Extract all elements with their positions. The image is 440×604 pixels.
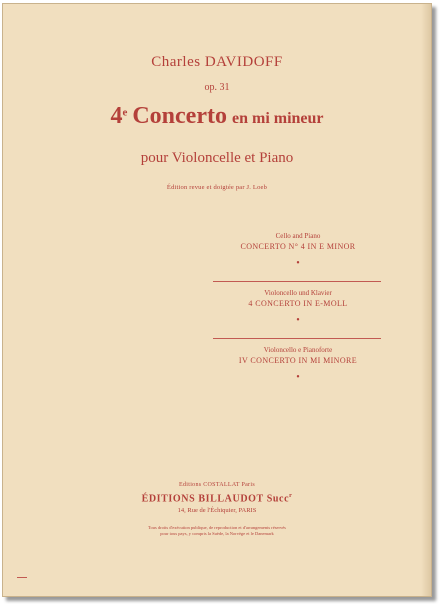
bullet-mark: • <box>296 315 300 326</box>
instrumentation: pour Violoncelle et Piano <box>140 150 294 166</box>
publisher-block <box>3 481 431 516</box>
bullet-mark: • <box>296 372 300 383</box>
title-line: CONCERTO N° 4 IN E MINOR <box>240 242 356 251</box>
composer-name: Charles DAVIDOFF <box>151 54 283 70</box>
bullet-mark: • <box>296 258 300 269</box>
publisher-former: Editions COSTALLAT Paris <box>179 482 255 488</box>
instrument-line: Cello and Piano <box>275 232 321 240</box>
concerto-number: 4 <box>110 103 123 129</box>
translation-english <box>203 231 393 271</box>
rights-notice <box>3 525 431 537</box>
edition-note: Édition revue et doigtée par J. Loeb <box>166 184 268 191</box>
translation-german <box>203 288 393 328</box>
publisher-suffix: Succ <box>266 493 290 505</box>
score-cover <box>2 3 432 597</box>
opus-number: op. 31 <box>204 82 230 93</box>
publisher-suffix-sup: r <box>289 493 293 499</box>
corner-mark <box>17 577 27 582</box>
instrument-line: Violoncello e Pianoforte <box>263 346 333 354</box>
title-line: IV CONCERTO IN MI MINORE <box>238 356 358 365</box>
rights-line-1: Tous droits d'exécution publique, de reproduction et d'arrangements réservés <box>148 525 286 530</box>
divider-rule <box>213 338 381 339</box>
work-title <box>3 103 431 130</box>
translation-italian <box>203 345 393 385</box>
instrument-line: Violoncello und Klavier <box>264 289 332 297</box>
publisher-name <box>3 490 431 505</box>
concerto-key: en mi mineur <box>231 110 324 127</box>
divider-rule <box>213 281 381 282</box>
rights-line-2: pour tous pays, y compris la Suède, la Norvège et le Danemark <box>160 531 274 536</box>
publisher-address: 14, Rue de l'Échiquier, PARIS <box>177 507 257 515</box>
publisher-name-text: ÉDITIONS BILLAUDOT <box>141 493 264 505</box>
ordinal-suffix: e <box>122 106 128 119</box>
concerto-word: Concerto <box>132 103 227 129</box>
title-line: 4 CONCERTO IN E-MOLL <box>248 299 348 308</box>
